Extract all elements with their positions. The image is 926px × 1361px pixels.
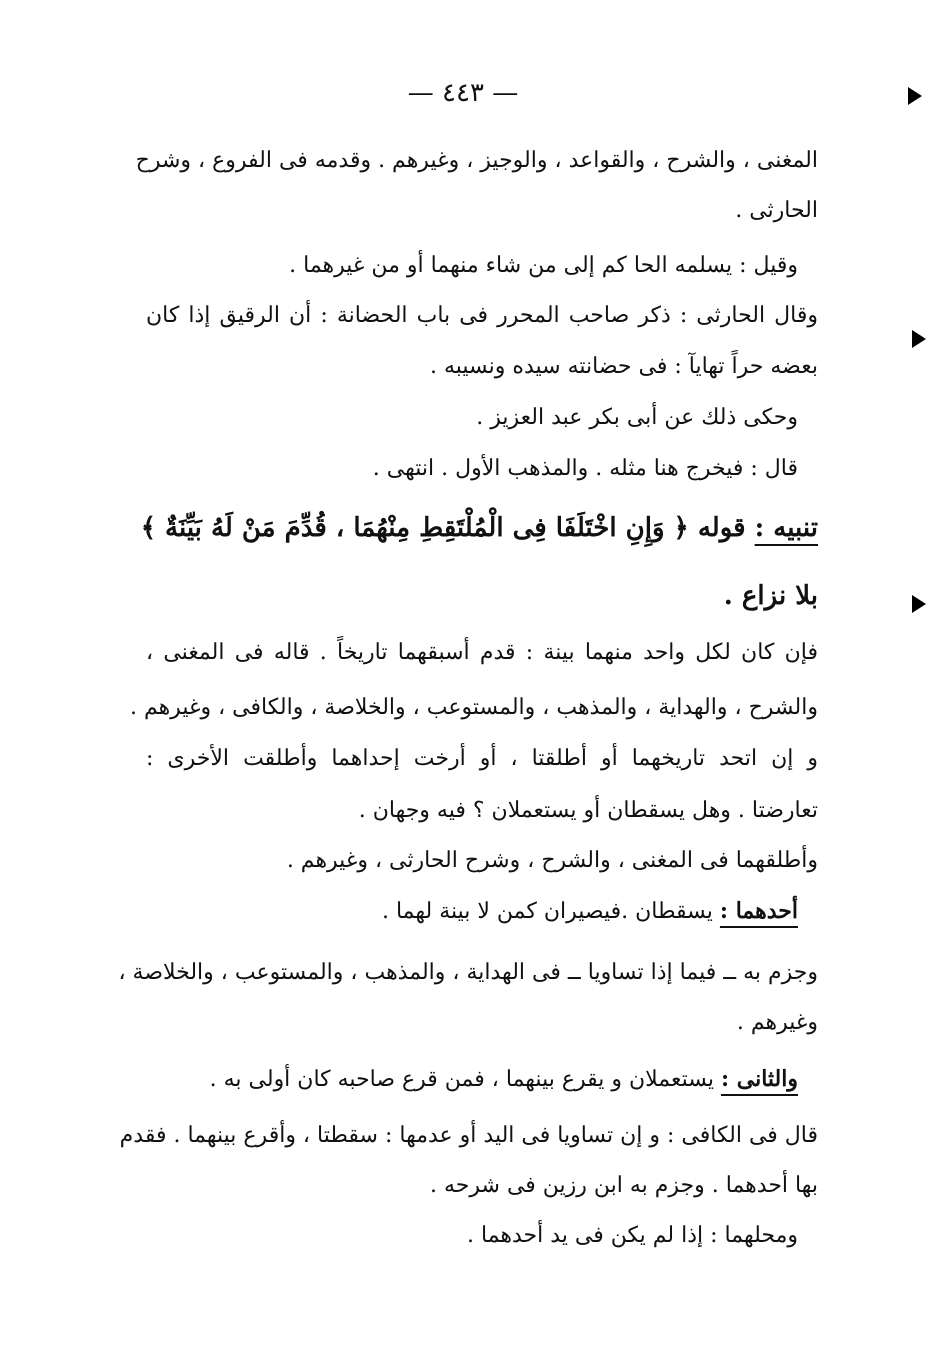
text-line: بعضه حراً تهايآ : فى حضانته سيده ونسيبه .: [430, 354, 818, 379]
heading-second-text: يستعملان و يقرع بينهما ، فمن قرع صاحبه كان أولى به .: [209, 1067, 714, 1092]
text-line: الحارثى .: [735, 198, 818, 223]
text-line: قال : فيخرج هنا مثله . والمذهب الأول . انتهى .: [372, 456, 798, 481]
tanbih-line: [141, 515, 818, 541]
text-line: بها أحدهما . وجزم به ابن رزين فى شرحه .: [430, 1173, 818, 1198]
text-line: قال فى الكافى : و إن تساويا فى اليد أو عدمها : سقطتا ، وأقرع بينهما . فقدم: [119, 1123, 818, 1148]
margin-mark: [908, 87, 922, 105]
tanbih-quote: قوله ﴿ وَإِنِ اخْتَلَفَا فِى الْمُلْتَقِطِ مِنْهُمَا ، قُدِّمَ مَنْ لَهُ بَيِّنَةٌ ﴾: [140, 513, 746, 543]
margin-mark: [912, 595, 926, 613]
tanbih-continuation: بلا نزاع .: [723, 581, 818, 611]
heading-first-text: يسقطان .فيصيران كمن لا بينة لهما .: [381, 899, 713, 924]
heading-second: والثانى :: [720, 1066, 798, 1092]
page-number: — ٤٤٣ —: [407, 78, 519, 108]
text-line: والشرح ، والهداية ، والمذهب ، والمستوعب ، والخلاصة ، والكافى ، وغيرهم .: [129, 695, 818, 720]
text-line: المغنى ، والشرح ، والقواعد ، والوجيز ، وغيرهم . وقدمه فى الفروع ، وشرح: [135, 148, 818, 173]
heading-line-first: [382, 900, 798, 923]
margin-mark: [912, 330, 926, 348]
tanbih-label: تنبيه :: [754, 513, 818, 543]
text-line: وقيل : يسلمه الحا كم إلى من شاء منهما أو من غيرهما .: [289, 253, 798, 278]
text-line: وحكى ذلك عن أبى بكر عبد العزيز .: [476, 405, 798, 430]
text-line: فإن كان لكل واحد منهما بينة : قدم أسبقهما تاريخاً . قاله فى المغنى ،: [146, 640, 818, 665]
text-line: وغيرهم .: [736, 1010, 818, 1035]
text-line: وقال الحارثى : ذكر صاحب المحرر فى باب الحضانة : أن الرقيق إذا كان: [146, 303, 818, 328]
text-line: وأطلقهما فى المغنى ، والشرح ، وشرح الحارثى ، وغيرهم .: [286, 848, 818, 873]
text-line: وجزم به ــ فيما إذا تساويا ــ فى الهداية ، والمذهب ، والمستوعب ، والخلاصة ،: [118, 960, 818, 985]
heading-line-second: [210, 1068, 798, 1091]
text-line: و إن اتحد تاريخهما أو أطلقتا ، أو أرخت إحداهما وأطلقت الأخرى :: [146, 746, 818, 771]
text-line: تعارضتا . وهل يسقطان أو يستعملان ؟ فيه وجهان .: [358, 798, 818, 823]
text-line: ومحلهما : إذا لم يكن فى يد أحدهما .: [467, 1223, 798, 1248]
heading-first: أحدهما :: [719, 898, 798, 924]
